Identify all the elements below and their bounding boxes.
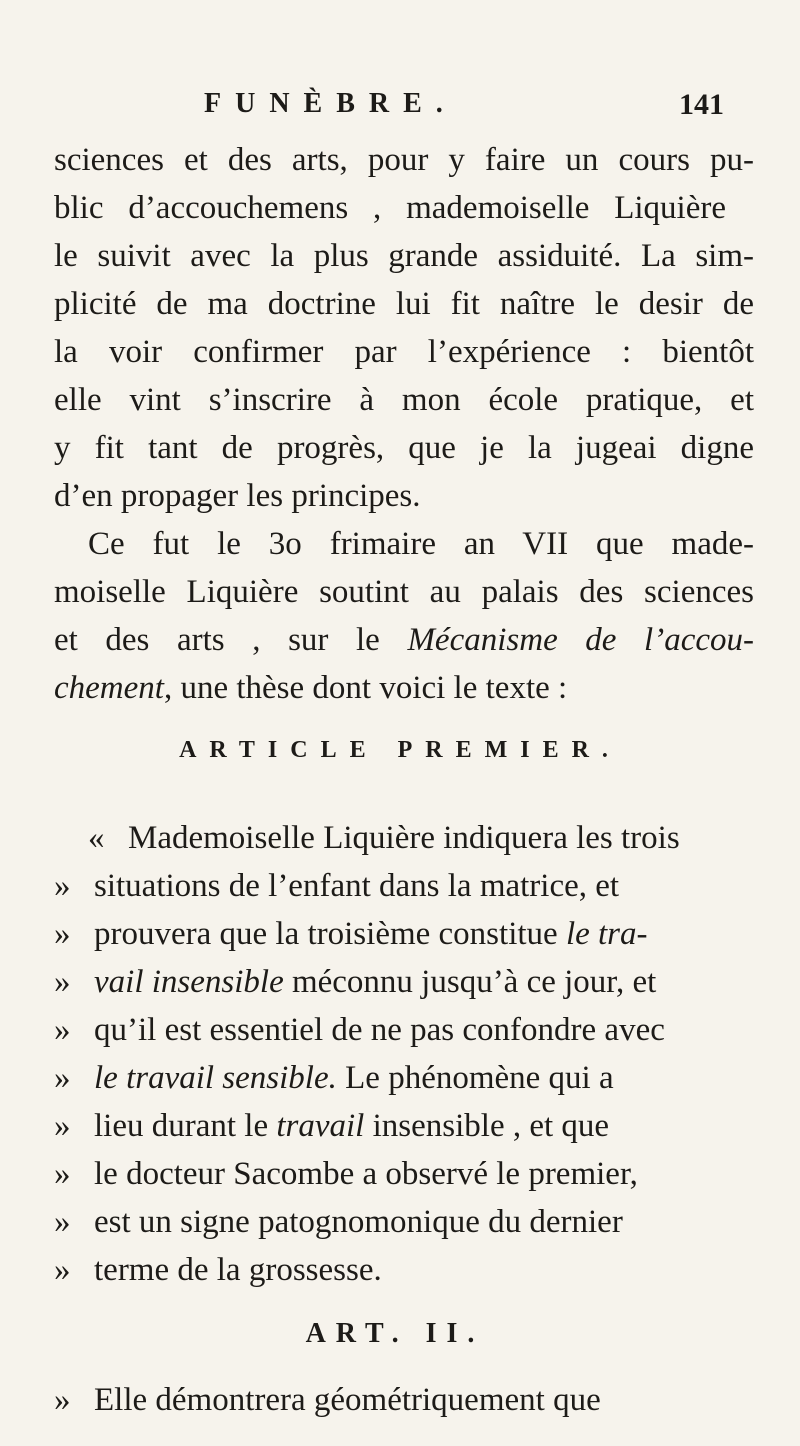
article-heading: ARTICLE PREMIER. <box>179 737 621 763</box>
text-span: Mademoiselle Liquière indiquera les trois <box>128 820 680 856</box>
quoted-line <box>54 1154 754 1194</box>
text-span: insensible , et que <box>364 1108 610 1144</box>
italic-title: chement <box>54 670 164 706</box>
text-span: Le phénomène qui a <box>336 1060 614 1096</box>
text-line: elle vint s’inscrire à mon école pratique, et <box>54 382 754 418</box>
quoted-line <box>54 1058 754 1098</box>
quote-mark: » <box>54 1382 71 1418</box>
text-span: qu’il est essentiel de ne pas confondre avec <box>94 1012 665 1048</box>
italic-title: Mécanisme de l’accou- <box>407 622 754 658</box>
page-header <box>204 88 724 132</box>
text-line: la voir confirmer par l’expérience : bientôt <box>54 334 754 370</box>
text-line <box>54 668 754 708</box>
text-span: Elle démontrera géométriquement que <box>94 1382 601 1418</box>
quote-mark: » <box>54 1156 71 1192</box>
text-span: méconnu jusqu’à ce jour, et <box>283 964 657 1000</box>
text-line: d’en propager les principes. <box>54 478 421 514</box>
article-heading: ART. II. <box>305 1318 485 1349</box>
quote-mark: « <box>88 820 105 856</box>
text-line <box>54 620 754 660</box>
quoted-line <box>54 1106 754 1146</box>
quoted-line <box>54 1380 754 1420</box>
text-line: Ce fut le 3o frimaire an VII que made- <box>88 526 754 562</box>
quoted-line <box>54 1250 754 1290</box>
quote-mark: » <box>54 1012 71 1048</box>
quoted-line <box>54 1202 754 1242</box>
quote-mark: » <box>54 1252 71 1288</box>
text-span: lieu durant le <box>94 1108 277 1144</box>
italic-term: travail <box>276 1108 365 1144</box>
text-span: , une thèse dont voici le texte : <box>163 670 568 706</box>
quote-mark: » <box>54 1060 71 1096</box>
text-line: plicité de ma doctrine lui fit naître le desir de <box>54 286 754 322</box>
text-line: moiselle Liquière soutint au palais des sciences <box>54 574 754 610</box>
text-line: le suivit avec la plus grande assiduité. La sim- <box>54 238 754 274</box>
quoted-line <box>54 914 754 954</box>
quote-mark: » <box>54 1108 71 1144</box>
quoted-line <box>88 818 754 858</box>
quoted-line <box>54 962 754 1002</box>
text-span: situations de l’enfant dans la matrice, et <box>94 868 620 904</box>
quote-mark: » <box>54 868 71 904</box>
text-line: y fit tant de progrès, que je la jugeai digne <box>54 430 754 466</box>
quoted-line <box>54 866 754 906</box>
text-line: blic d’accouchemens , mademoiselle Liquière <box>54 190 726 226</box>
text-line: sciences et des arts, pour y faire un cours pu- <box>54 142 754 178</box>
italic-term: le tra- <box>565 916 648 952</box>
text-span: et des arts , sur le <box>54 622 408 658</box>
italic-term: vail insensible <box>94 964 284 1000</box>
running-title: FUNÈBRE. <box>204 88 457 119</box>
quote-mark: » <box>54 964 71 1000</box>
page-number: 141 <box>679 88 724 121</box>
quoted-line <box>54 1010 754 1050</box>
text-span: prouvera que la troisième constitue <box>94 916 566 952</box>
quote-mark: » <box>54 1204 71 1240</box>
text-span: terme de la grossesse. <box>94 1252 382 1288</box>
quote-mark: » <box>54 916 71 952</box>
text-span: est un signe patognomonique du dernier <box>94 1204 623 1240</box>
text-span: le docteur Sacombe a observé le premier, <box>94 1156 638 1192</box>
italic-term: le travail sensible. <box>94 1060 337 1096</box>
